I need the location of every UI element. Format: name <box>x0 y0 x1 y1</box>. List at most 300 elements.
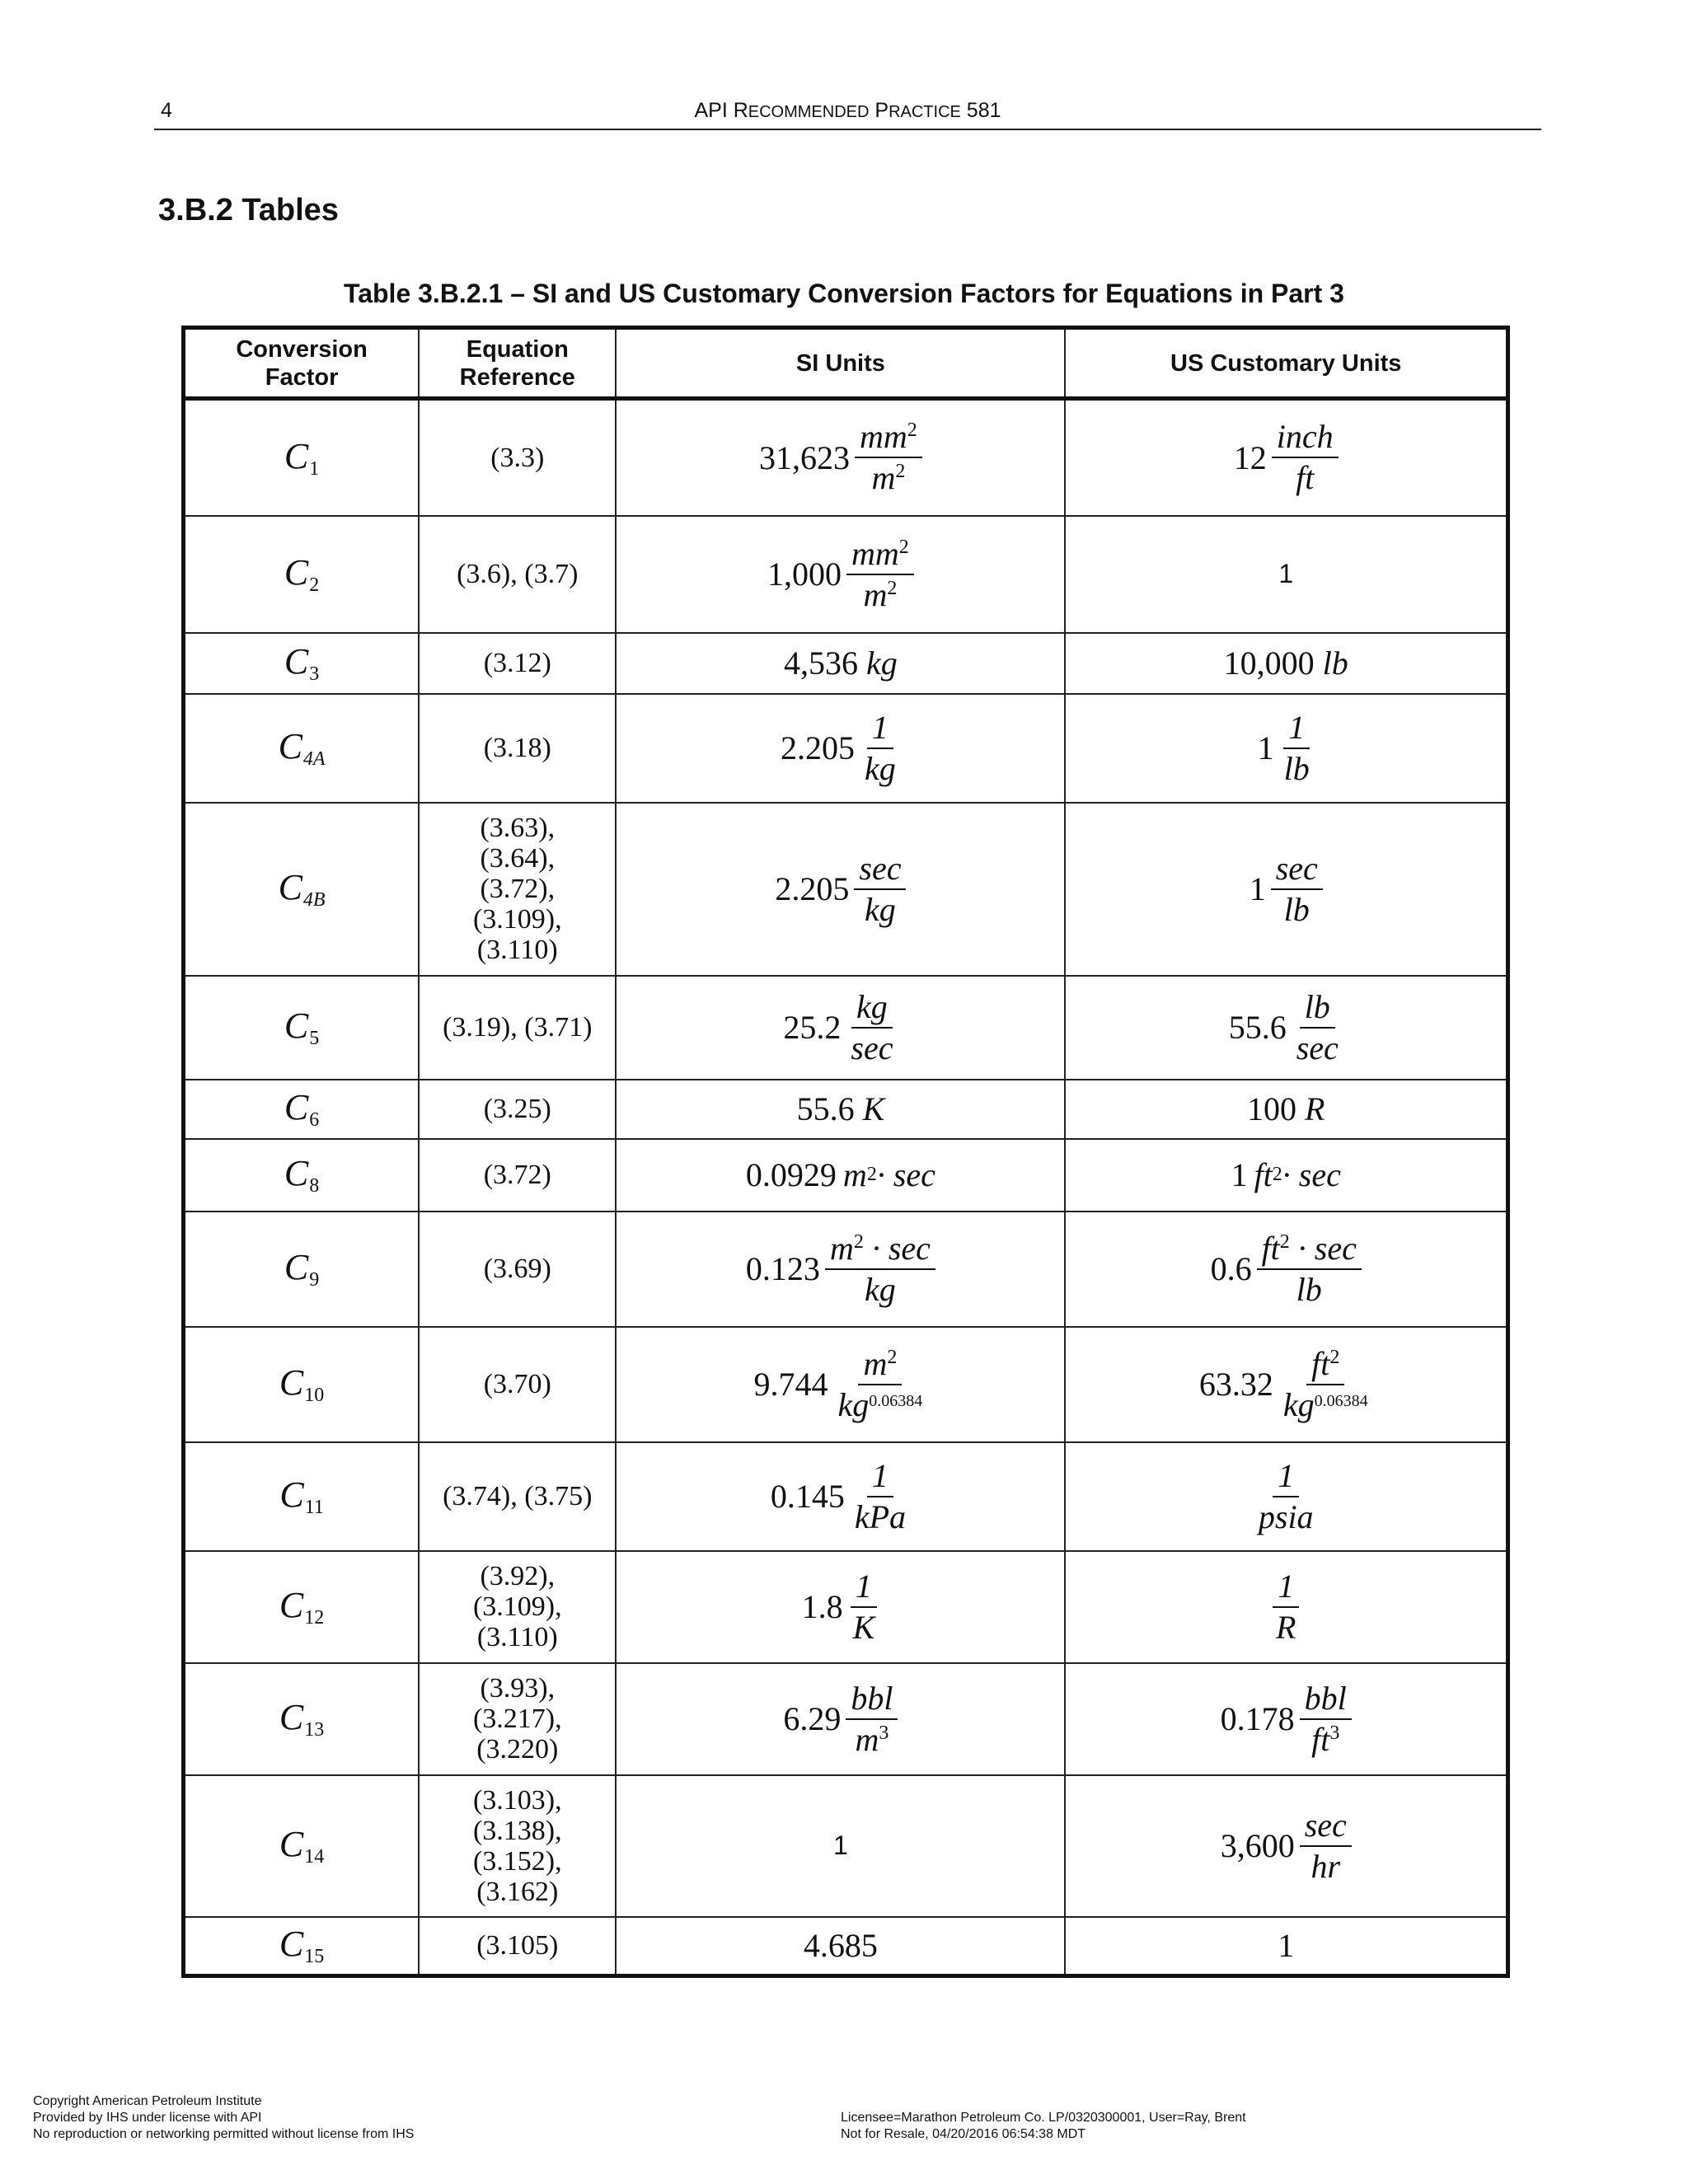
factor-cell <box>184 516 420 633</box>
us-units-cell <box>1065 1775 1507 1917</box>
equation-reference: (3.92), <box>480 1561 556 1591</box>
numerator-unit: ft <box>1311 1344 1330 1382</box>
numerator-unit: m <box>829 1229 854 1267</box>
us-units-cell <box>1065 976 1507 1080</box>
denominator-exponent: 2 <box>895 461 906 483</box>
table-row <box>184 633 1508 694</box>
reference-cell <box>419 1442 616 1551</box>
factor-letter: C <box>279 1585 304 1625</box>
reference-cell <box>419 1775 616 1917</box>
unit-coefficient: 6.29 <box>783 1700 842 1737</box>
fraction-numerator <box>851 1569 877 1608</box>
unit-value: 1 <box>1231 1156 1248 1193</box>
footer-line: Licensee=Marathon Petroleum Co. LP/0320300001, User=Ray, Brent <box>841 2111 1246 2125</box>
factor-cell <box>184 633 420 694</box>
fraction-numerator <box>1300 1808 1352 1847</box>
conversion-factors-table <box>181 326 1510 1978</box>
denominator-unit: R <box>1276 1608 1296 1646</box>
factor-subscript: 2 <box>309 574 320 596</box>
table-row <box>184 1139 1508 1212</box>
table-header-row <box>184 328 1508 399</box>
equation-reference: (3.64), <box>480 843 556 874</box>
factor-subscript: 3 <box>309 663 320 685</box>
denominator-unit: kg <box>1282 1385 1315 1423</box>
unit-exponent: 2 <box>1272 1164 1282 1185</box>
fraction-denominator <box>1271 1608 1301 1645</box>
unit-expression <box>802 1569 880 1645</box>
equation-reference: (3.72), <box>480 874 556 904</box>
numerator-unit: bbl <box>851 1679 893 1717</box>
numerator-unit: inch <box>1276 418 1334 456</box>
unit-fraction <box>1278 1344 1373 1423</box>
si-units-cell <box>616 1442 1065 1551</box>
factor-symbol <box>284 552 320 596</box>
factor-cell <box>184 976 420 1080</box>
footer-license <box>841 2110 1246 2143</box>
unit-value: 0.0929 <box>745 1156 837 1193</box>
fraction-numerator <box>867 1456 893 1497</box>
denominator-unit: hr <box>1311 1847 1341 1885</box>
fraction-denominator <box>860 1270 901 1307</box>
unit-name: lb <box>1322 644 1348 682</box>
table-row <box>184 1917 1508 1976</box>
unit-fraction <box>846 534 914 613</box>
factor-subscript: 11 <box>304 1497 324 1518</box>
si-units-cell <box>616 694 1065 803</box>
factor-letter: C <box>284 641 309 682</box>
fraction-denominator <box>850 1720 893 1757</box>
unit-expression <box>746 1155 935 1194</box>
si-units-cell <box>616 1775 1065 1917</box>
equation-reference: (3.162) <box>476 1876 559 1907</box>
factor-letter: C <box>279 1474 304 1515</box>
fraction-denominator <box>1291 458 1319 495</box>
unit-fraction <box>1257 1231 1362 1307</box>
us-units-cell <box>1065 1327 1507 1442</box>
us-units-cell <box>1065 399 1507 516</box>
unit-expression <box>1221 1808 1352 1884</box>
denominator-unit: sec <box>851 1029 893 1066</box>
unit-coefficient: 0.145 <box>770 1478 845 1515</box>
unit-name: kg <box>866 644 898 682</box>
table-row <box>184 1212 1508 1327</box>
running-title-part: API R <box>694 99 748 122</box>
denominator-unit: m <box>855 1720 879 1758</box>
fraction-denominator <box>1279 749 1315 786</box>
factor-symbol <box>284 641 320 685</box>
si-units-cell <box>616 516 1065 633</box>
factor-letter: C <box>279 1924 304 1965</box>
factor-cell <box>184 694 420 803</box>
si-units-cell <box>616 1139 1065 1212</box>
unit-expression <box>1234 419 1339 495</box>
reference-cell <box>419 399 616 516</box>
factor-cell <box>184 1917 420 1976</box>
fraction-denominator <box>833 1385 928 1422</box>
equation-reference: (3.152), <box>472 1845 562 1877</box>
unit-coefficient: 12 <box>1233 438 1267 476</box>
unit-expression <box>1254 1456 1319 1535</box>
factor-letter: C <box>284 1153 309 1193</box>
unit-expression <box>753 1344 928 1423</box>
unit-expression <box>1198 1344 1373 1423</box>
table-row <box>184 516 1508 633</box>
unit-fraction <box>846 1681 898 1757</box>
unit-fraction <box>860 710 901 786</box>
denominator-unit: kg <box>865 890 896 928</box>
equation-reference: (3.19), (3.71) <box>443 1012 593 1043</box>
us-units-cell <box>1065 516 1507 633</box>
si-units-cell <box>616 1917 1065 1976</box>
denominator-unit: ft <box>1296 459 1315 497</box>
unit-coefficient: 1.8 <box>801 1588 843 1625</box>
fraction-denominator <box>848 1608 880 1645</box>
fraction-numerator <box>1257 1231 1362 1270</box>
factor-symbol <box>279 1697 325 1741</box>
factor-subscript: 14 <box>304 1846 325 1868</box>
fraction-denominator <box>860 749 901 786</box>
denominator-unit: lb <box>1283 890 1310 928</box>
unit-coefficient: 0.178 <box>1220 1700 1295 1737</box>
denominator-unit: lb <box>1296 1270 1322 1308</box>
fraction-denominator <box>1278 1385 1373 1422</box>
equation-reference: (3.93), <box>480 1673 556 1704</box>
factor-cell <box>184 1327 420 1442</box>
unit-expression <box>1278 1926 1294 1965</box>
denominator-unit: ft <box>1311 1720 1330 1758</box>
unit-name: ft <box>1254 1156 1273 1193</box>
fraction-numerator <box>1300 987 1335 1029</box>
table-row <box>184 1663 1508 1775</box>
reference-cell <box>419 1139 616 1212</box>
equation-reference: (3.110) <box>476 1622 558 1652</box>
unit-coefficient: 2.205 <box>781 729 856 766</box>
numerator-exponent: 2 <box>898 536 909 558</box>
us-units-cell <box>1065 1663 1507 1775</box>
us-units-cell <box>1065 803 1507 976</box>
fraction-numerator <box>1273 1456 1299 1497</box>
table-caption: Table 3.B.2.1 – SI and US Customary Conversion Factors for Equations in Part 3 <box>344 279 1344 308</box>
equation-reference: (3.25) <box>483 1094 551 1124</box>
unit-expression <box>759 419 922 495</box>
numerator-unit-tail: · sec <box>1289 1229 1357 1267</box>
unit-expression <box>804 1926 878 1965</box>
unit-expression <box>1247 1090 1325 1128</box>
column-header-si: SI Units <box>616 328 1065 399</box>
factor-subscript: 4A <box>302 748 326 770</box>
unit-coefficient: 1 <box>1257 729 1274 766</box>
numerator-unit: ft <box>1261 1229 1280 1267</box>
si-units-cell <box>616 399 1065 516</box>
denominator-unit: lb <box>1283 749 1310 787</box>
fraction-denominator <box>1292 1270 1327 1307</box>
table-row <box>184 399 1508 516</box>
factor-symbol <box>278 867 326 911</box>
numerator-unit: 1 <box>871 1456 889 1494</box>
fraction-numerator <box>1272 419 1339 458</box>
unit-fraction <box>1271 851 1323 927</box>
unit-expression <box>781 710 901 786</box>
equation-reference: (3.6), (3.7) <box>457 559 579 589</box>
us-units-cell <box>1065 1080 1507 1139</box>
equation-reference: (3.217), <box>472 1704 562 1734</box>
equation-reference: (3.105) <box>476 1930 559 1961</box>
table-row <box>184 803 1508 976</box>
table-row <box>184 1327 1508 1442</box>
numerator-unit: 1 <box>1278 1456 1295 1494</box>
factor-letter: C <box>278 867 302 907</box>
unit-coefficient: 1 <box>1249 870 1266 907</box>
reference-cell <box>419 976 616 1080</box>
numerator-exponent: 2 <box>853 1230 864 1253</box>
fraction-numerator <box>854 851 906 890</box>
numerator-unit: lb <box>1304 987 1330 1025</box>
fraction-denominator <box>1292 1029 1343 1066</box>
table-row <box>184 1442 1508 1551</box>
factor-cell <box>184 1775 420 1917</box>
running-title-part: RACTICE <box>889 103 961 121</box>
fraction-numerator <box>855 419 922 458</box>
numerator-exponent: 2 <box>1329 1346 1340 1368</box>
si-units-cell <box>616 633 1065 694</box>
table-row <box>184 694 1508 803</box>
factor-symbol <box>279 1362 325 1406</box>
unit-coefficient: 25.2 <box>783 1009 842 1046</box>
fraction-numerator <box>1300 1681 1352 1720</box>
table-row <box>184 1775 1508 1917</box>
header-text: Factor <box>265 363 339 391</box>
running-title <box>154 99 1541 123</box>
equation-reference: (3.72) <box>483 1160 551 1190</box>
denominator-unit: kg <box>837 1385 870 1423</box>
equation-reference: (3.12) <box>483 648 551 678</box>
section-heading: 3.B.2 Tables <box>158 193 339 227</box>
factor-cell <box>184 1551 420 1663</box>
denominator-exponent: 0.06384 <box>1314 1391 1368 1410</box>
unit-coefficient: 0.6 <box>1210 1250 1252 1287</box>
factor-cell <box>184 399 420 516</box>
denominator-exponent: 3 <box>1329 1722 1340 1744</box>
factor-letter: C <box>279 1362 304 1403</box>
us-units-cell <box>1065 633 1507 694</box>
unit-value: 4,536 <box>784 644 859 682</box>
unit-fraction <box>1271 1569 1301 1645</box>
factor-letter: C <box>284 435 309 476</box>
numerator-unit: mm <box>860 418 907 456</box>
unit-expression <box>746 1231 935 1307</box>
unit-coefficient: 3,600 <box>1220 1827 1295 1864</box>
equation-reference: (3.18) <box>483 733 551 763</box>
unit-expression <box>775 851 906 927</box>
fraction-denominator <box>1279 890 1315 927</box>
unit-fraction <box>846 987 898 1066</box>
table-body <box>184 399 1508 1976</box>
fraction-denominator <box>1306 1847 1345 1884</box>
numerator-unit: mm <box>851 534 899 572</box>
factor-cell <box>184 1139 420 1212</box>
factor-subscript: 15 <box>304 1946 325 1968</box>
factor-symbol <box>284 1153 320 1197</box>
unit-value: 1 <box>1278 1927 1295 1965</box>
us-units-cell <box>1065 694 1507 803</box>
unit-expression <box>783 987 898 1066</box>
footer-copyright <box>33 2093 414 2143</box>
denominator-unit: sec <box>1296 1029 1339 1066</box>
unit-expression <box>1271 1569 1301 1645</box>
si-units-cell <box>616 1327 1065 1442</box>
factor-cell <box>184 1442 420 1551</box>
header-text: Equation <box>466 335 569 363</box>
unit-fraction <box>1254 1456 1319 1535</box>
fraction-numerator <box>825 1231 935 1270</box>
unit-coefficient: 9.744 <box>753 1366 828 1403</box>
si-units-cell <box>616 976 1065 1080</box>
unit-name: m <box>842 1156 867 1193</box>
denominator-exponent: 0.06384 <box>869 1391 923 1410</box>
unit-name: R <box>1305 1090 1325 1127</box>
unit-coefficient: 63.32 <box>1198 1366 1273 1403</box>
denominator-unit: m <box>863 575 888 613</box>
factor-symbol <box>284 1247 320 1291</box>
factor-subscript: 10 <box>304 1385 325 1406</box>
equation-reference: (3.109), <box>472 904 562 935</box>
us-units-cell <box>1065 1551 1507 1663</box>
numerator-unit: sec <box>1275 849 1318 887</box>
denominator-exponent: 2 <box>887 577 898 599</box>
si-units-cell <box>616 1663 1065 1775</box>
denominator-unit: m <box>871 459 896 497</box>
factor-letter: C <box>284 552 309 593</box>
footer-line: Provided by IHS under license with API <box>33 2111 262 2125</box>
unit-value: 1 <box>833 1830 848 1860</box>
reference-cell <box>419 803 616 976</box>
numerator-unit: bbl <box>1304 1679 1347 1717</box>
reference-cell <box>419 1212 616 1327</box>
unit-expression <box>767 534 914 613</box>
table-row <box>184 976 1508 1080</box>
unit-exponent: 2 <box>866 1164 877 1185</box>
fraction-numerator <box>846 534 914 575</box>
unit-value: 1 <box>1278 559 1294 588</box>
factor-letter: C <box>284 1087 309 1127</box>
factor-symbol <box>279 1474 324 1518</box>
numerator-unit-tail: · sec <box>863 1229 931 1267</box>
si-units-cell <box>616 1551 1065 1663</box>
reference-cell <box>419 516 616 633</box>
unit-expression <box>1231 1155 1341 1194</box>
fraction-denominator <box>858 575 902 612</box>
unit-expression <box>1224 644 1348 682</box>
unit-fraction <box>1292 987 1343 1066</box>
unit-fraction <box>848 1569 880 1645</box>
fraction-denominator <box>1306 1720 1344 1757</box>
equation-reference: (3.70) <box>483 1369 551 1399</box>
unit-value: 10,000 <box>1223 644 1315 682</box>
numerator-unit: m <box>863 1344 888 1382</box>
us-units-cell <box>1065 1212 1507 1327</box>
us-units-cell <box>1065 1139 1507 1212</box>
reference-cell <box>419 1327 616 1442</box>
factor-subscript: 4B <box>302 889 326 911</box>
unit-name-tail: · sec <box>1282 1156 1341 1193</box>
factor-subscript: 1 <box>309 457 320 480</box>
unit-value: 100 <box>1247 1090 1296 1127</box>
numerator-exponent: 2 <box>887 1346 898 1368</box>
numerator-unit: kg <box>856 987 888 1025</box>
factor-symbol <box>284 1005 320 1049</box>
fraction-numerator <box>1306 1344 1344 1385</box>
numerator-exponent: 2 <box>907 419 917 442</box>
si-units-cell <box>616 1212 1065 1327</box>
equation-reference: (3.103), <box>472 1784 562 1816</box>
numerator-unit: sec <box>859 849 902 887</box>
equation-reference: (3.110) <box>476 935 558 965</box>
reference-cell <box>419 1080 616 1139</box>
numerator-unit: 1 <box>855 1567 872 1605</box>
factor-cell <box>184 1212 420 1327</box>
equation-reference: (3.3) <box>490 442 545 473</box>
factor-symbol <box>279 1924 325 1968</box>
fraction-numerator <box>858 1344 902 1385</box>
factor-letter: C <box>284 1005 309 1046</box>
factor-letter: C <box>278 726 302 766</box>
unit-fraction <box>1272 419 1339 495</box>
page-number: 4 <box>161 99 172 122</box>
factor-symbol <box>278 726 326 770</box>
factor-symbol <box>279 1585 325 1629</box>
numerator-unit: sec <box>1304 1806 1347 1844</box>
unit-expression <box>1258 710 1315 786</box>
fraction-denominator <box>860 890 901 927</box>
factor-subscript: 5 <box>309 1028 320 1049</box>
denominator-unit: kg <box>865 1270 896 1308</box>
unit-fraction <box>854 851 906 927</box>
fraction-numerator <box>846 1681 898 1720</box>
footer-line: Copyright American Petroleum Institute <box>33 2094 262 2108</box>
denominator-unit: K <box>852 1608 875 1646</box>
reference-cell <box>419 1551 616 1663</box>
fraction-numerator <box>1283 710 1310 749</box>
unit-coefficient: 2.205 <box>775 870 850 907</box>
equation-reference: (3.220) <box>476 1734 559 1765</box>
unit-fraction <box>1279 710 1315 786</box>
unit-expression <box>1211 1231 1362 1307</box>
fraction-numerator <box>1271 851 1323 890</box>
factor-letter: C <box>279 1697 304 1737</box>
numerator-unit: 1 <box>871 708 889 746</box>
column-header-reference <box>419 328 616 399</box>
header-text: Reference <box>459 363 575 391</box>
unit-fraction <box>825 1231 935 1307</box>
reference-cell <box>419 633 616 694</box>
unit-fraction <box>1300 1808 1352 1884</box>
unit-expression <box>1250 851 1323 927</box>
fraction-denominator <box>850 1497 911 1535</box>
fraction-numerator <box>867 710 893 749</box>
factor-cell <box>184 1080 420 1139</box>
factor-symbol <box>284 1087 320 1131</box>
unit-coefficient: 1,000 <box>767 555 842 593</box>
si-units-cell <box>616 803 1065 976</box>
factor-cell <box>184 803 420 976</box>
reference-cell <box>419 694 616 803</box>
denominator-unit: psia <box>1258 1497 1314 1535</box>
fraction-denominator <box>866 458 910 495</box>
factor-subscript: 8 <box>309 1175 320 1197</box>
unit-fraction <box>1300 1681 1352 1757</box>
unit-expression <box>797 1090 885 1128</box>
fraction-numerator <box>851 987 893 1029</box>
